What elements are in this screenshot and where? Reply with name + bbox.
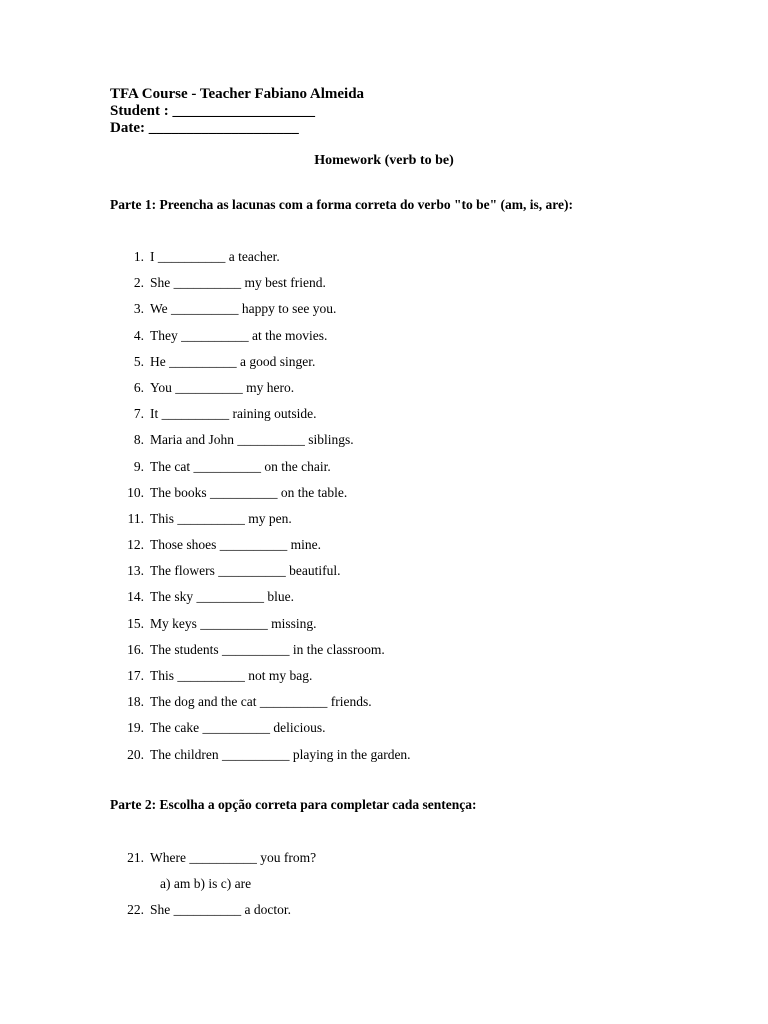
list-item	[110, 897, 316, 923]
item-text: I __________ a teacher.	[150, 249, 280, 264]
item-text: The dog and the cat __________ friends.	[150, 694, 372, 710]
item-text: Maria and John __________ siblings.	[150, 432, 354, 448]
part1-list	[110, 244, 411, 768]
list-item	[110, 296, 411, 322]
date-field: Date: ____________________	[110, 120, 299, 136]
item-text: You __________ my hero.	[150, 379, 295, 395]
item-number: 17.	[127, 668, 144, 683]
item-number: 4.	[133, 327, 144, 343]
list-item	[110, 532, 411, 558]
item-text: The flowers __________ beautiful.	[150, 563, 341, 579]
item-text: This __________ my pen.	[150, 510, 292, 526]
list-item	[110, 611, 411, 637]
item-number: 13.	[127, 563, 144, 579]
list-item	[110, 427, 411, 453]
part1-instruction: Parte 1: Preencha as lacunas com a forma correta do verbo "to be" (am, is, are):	[110, 197, 574, 212]
list-item	[110, 663, 411, 689]
item-number: 10.	[127, 484, 144, 500]
item-text: The cat __________ on the chair.	[150, 458, 331, 474]
list-item	[110, 349, 411, 375]
item-text: The sky __________ blue.	[150, 589, 294, 605]
part2-list	[110, 845, 316, 924]
list-item	[110, 715, 411, 741]
item-text: The students __________ in the classroom.	[150, 641, 385, 657]
item-text: Those shoes __________ mine.	[150, 537, 321, 553]
item-number: 20.	[127, 746, 144, 762]
item-number: 12.	[127, 537, 144, 553]
list-item	[110, 558, 411, 584]
item-number: 21.	[127, 850, 144, 865]
item-number: 22.	[127, 902, 144, 918]
list-item	[110, 375, 411, 401]
item-number: 3.	[133, 301, 144, 317]
item-text: We __________ happy to see you.	[150, 301, 337, 317]
list-item	[110, 742, 411, 768]
item-number: 9.	[133, 458, 144, 474]
list-item	[110, 584, 411, 610]
item-text: The books __________ on the table.	[150, 484, 348, 500]
list-item	[110, 244, 411, 270]
item-text: He __________ a good singer.	[150, 353, 316, 369]
item-number: 5.	[133, 353, 144, 369]
item-number: 8.	[133, 432, 144, 448]
item-number: 16.	[127, 641, 144, 657]
course-title: TFA Course - Teacher Fabiano Almeida	[110, 86, 365, 102]
list-item	[110, 270, 411, 296]
list-item	[110, 506, 411, 532]
item-text: They __________ at the movies.	[150, 327, 328, 343]
options-text: a) am b) is c) are	[160, 876, 252, 892]
item-number: 14.	[127, 589, 144, 605]
list-item	[110, 401, 411, 427]
item-text: Where __________ you from?	[150, 850, 317, 865]
item-number: 7.	[133, 406, 144, 422]
page-title: Homework (verb to be)	[314, 153, 454, 168]
item-text: The cake __________ delicious.	[150, 720, 326, 736]
part2-instruction: Parte 2: Escolha a opção correta para completar cada sentença:	[110, 797, 477, 812]
item-number: 6.	[133, 379, 144, 395]
item-number: 15.	[127, 615, 144, 631]
item-number: 2.	[133, 275, 144, 291]
item-text: The children __________ playing in the garden.	[150, 746, 411, 762]
list-item	[110, 454, 411, 480]
document-header	[110, 86, 364, 137]
answer-options	[110, 871, 316, 897]
list-item	[110, 845, 316, 871]
list-item	[110, 323, 411, 349]
item-text: My keys __________ missing.	[150, 615, 317, 631]
item-text: She __________ my best friend.	[150, 275, 326, 291]
student-field: Student : ___________________	[110, 103, 316, 119]
item-text: This __________ not my bag.	[150, 668, 313, 683]
list-item	[110, 689, 411, 715]
item-text: She __________ a doctor.	[150, 902, 291, 918]
list-item	[110, 480, 411, 506]
list-item	[110, 637, 411, 663]
item-number: 1.	[133, 249, 144, 264]
item-text: It __________ raining outside.	[150, 406, 317, 422]
item-number: 18.	[127, 694, 144, 710]
item-number: 11.	[127, 510, 144, 526]
item-number: 19.	[127, 720, 144, 736]
